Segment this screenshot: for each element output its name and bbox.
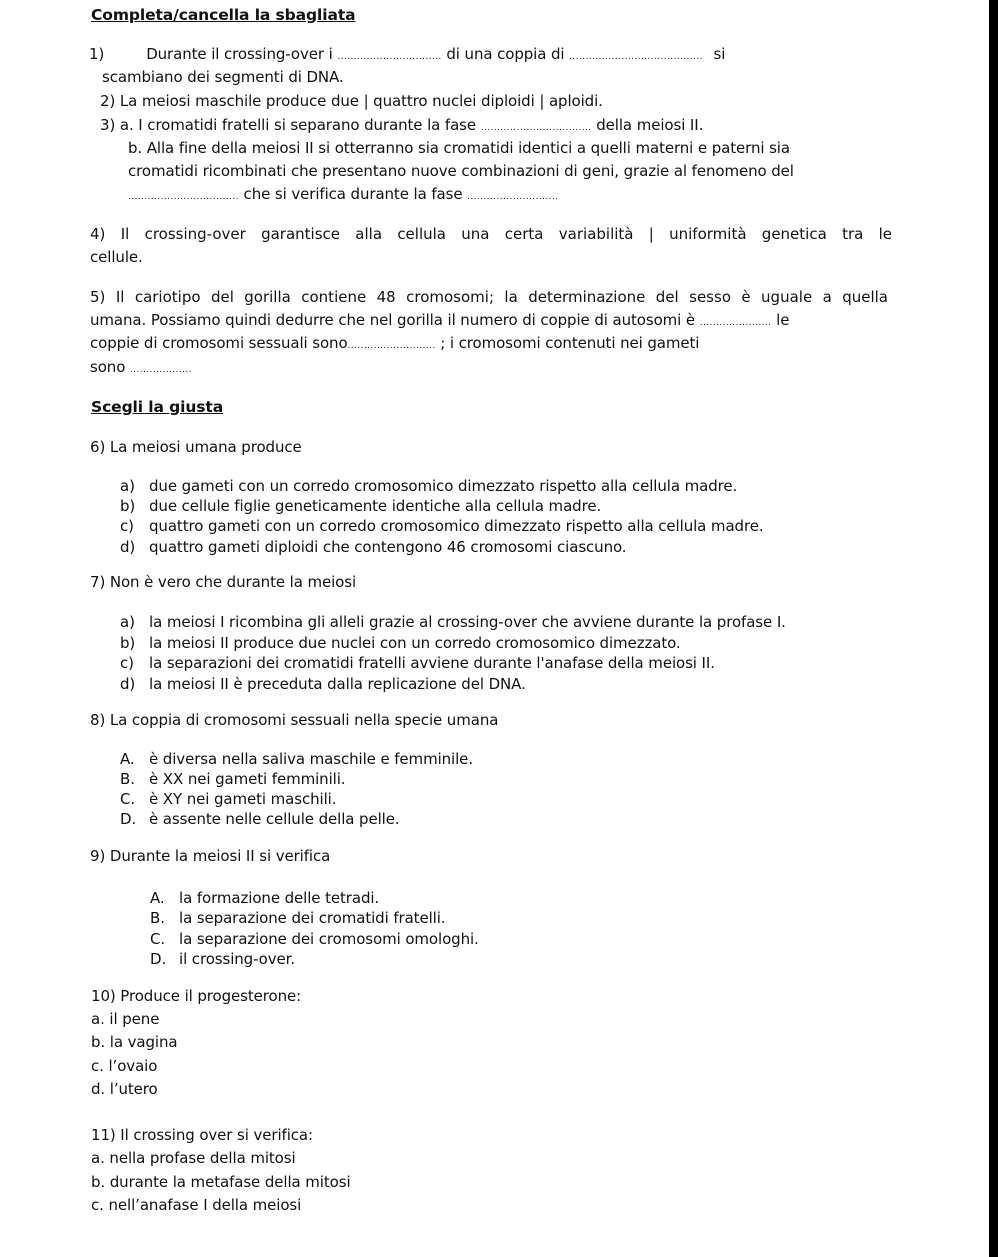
question-5-line-2-end: le (776, 311, 790, 329)
question-5-line-4-text: sono (90, 358, 126, 376)
question-6-option-b[interactable] (120, 496, 601, 516)
question-3b-line-3 (128, 184, 558, 207)
option-text: quattro gameti diploidi che contengono 46 cromosomi ciascuno. (149, 538, 627, 556)
option-label: C. (150, 930, 166, 948)
question-3b-line-2: cromatidi ricombinati che presentano nuove combinazioni di geni, grazie al fenomeno del (128, 162, 794, 180)
question-3a (100, 115, 703, 138)
option-label: B. (120, 770, 135, 788)
question-5-line-3-text: coppie di cromosomi sessuali sono (90, 334, 348, 352)
question-1-blank-2[interactable]: ......................................... (569, 52, 703, 62)
option-text: è diversa nella saliva maschile e femminile. (149, 750, 473, 768)
question-7-option-d[interactable] (120, 674, 526, 694)
question-1-line-1 (89, 44, 725, 67)
option-text: la meiosi I ricombina gli alleli grazie al crossing-over che avviene durante la profase I. (149, 613, 786, 631)
question-6-option-d[interactable] (120, 537, 626, 557)
option-label: A. (120, 750, 135, 768)
option-text: la separazioni dei cromatidi fratelli avviene durante l'anafase della meiosi II. (149, 654, 715, 672)
question-9-option-c[interactable] (150, 929, 479, 949)
option-text: la separazione dei cromosomi omologhi. (179, 930, 479, 948)
question-8-option-c[interactable] (120, 789, 336, 809)
question-10-option-c[interactable]: c. l’ovaio (91, 1057, 158, 1075)
question-9-option-d[interactable] (150, 949, 295, 969)
option-text: è XX nei gameti femminili. (149, 770, 346, 788)
question-5-line-4 (90, 357, 192, 380)
option-text: la formazione delle tetradi. (179, 889, 380, 907)
question-10-option-d[interactable]: d. l’utero (91, 1080, 158, 1098)
option-text: è XY nei gameti maschili. (149, 790, 337, 808)
question-5-line-2 (90, 310, 789, 333)
option-label: c) (120, 654, 134, 672)
option-label: D. (120, 810, 137, 828)
option-text: è assente nelle cellule della pelle. (149, 810, 400, 828)
question-8-option-b[interactable] (120, 769, 345, 789)
question-11-stem: 11) Il crossing over si verifica: (91, 1126, 313, 1144)
question-5-line-3 (90, 333, 699, 356)
section-heading-scegli: Scegli la giusta (91, 398, 224, 416)
question-10-option-a[interactable]: a. il pene (91, 1010, 160, 1028)
option-label: b) (120, 634, 136, 652)
question-9-stem: 9) Durante la meiosi II si verifica (90, 847, 331, 865)
question-3a-text-1: a. I cromatidi fratelli si separano durante la fase (119, 116, 477, 134)
question-1-number: 1) (89, 45, 105, 63)
question-3b-text-3: che si verifica durante la fase (243, 185, 463, 203)
question-2-number: 2) (100, 92, 116, 110)
question-5-blank-sessuali[interactable]: ........................... (347, 341, 436, 351)
question-2 (100, 91, 603, 111)
option-label: d) (120, 538, 136, 556)
question-7-option-c[interactable] (120, 653, 715, 673)
option-label: D. (150, 950, 167, 968)
option-text: la meiosi II produce due nuclei con un corredo cromosomico dimezzato. (149, 634, 681, 652)
question-11-option-b[interactable]: b. durante la metafase della mitosi (91, 1173, 351, 1191)
option-text: quattro gameti con un corredo cromosomico dimezzato rispetto alla cellula madre. (149, 517, 764, 535)
question-4-line-1[interactable]: 4) Il crossing-over garantisce alla cellula una certa variabilità | uniformità genetica tra le (90, 225, 892, 243)
question-10-stem: 10) Produce il progesterone: (91, 987, 302, 1005)
question-4-line-2: cellule. (90, 248, 143, 266)
section-heading-completa: Completa/cancella la sbagliata (91, 6, 356, 24)
question-1-text-b: di una coppia di (446, 45, 565, 63)
question-3b-line-1: b. Alla fine della meiosi II si otterranno sia cromatidi identici a quelli materni e paterni sia (128, 139, 790, 157)
question-2-text[interactable]: La meiosi maschile produce due | quattro nuclei diploidi | aploidi. (119, 92, 603, 110)
question-5-blank-gameti[interactable]: ................... (129, 365, 192, 375)
question-1-line-2: scambiano dei segmenti di DNA. (102, 68, 344, 86)
option-text: la meiosi II è preceduta dalla replicazione del DNA. (149, 675, 526, 693)
question-9-option-b[interactable] (150, 908, 445, 928)
question-1-text-a: Durante il crossing-over i (146, 45, 333, 63)
question-8-option-a[interactable] (120, 749, 473, 769)
option-label: d) (120, 675, 136, 693)
question-6-option-c[interactable] (120, 516, 764, 536)
question-1-blank-1[interactable]: ................................ (337, 52, 442, 62)
question-7-stem: 7) Non è vero che durante la meiosi (90, 573, 357, 591)
question-1-text-c: si (713, 45, 726, 63)
option-label: C. (120, 790, 136, 808)
option-text: due cellule figlie geneticamente identiche alla cellula madre. (149, 497, 602, 515)
question-5-line-3-end: ; i cromosomi contenuti nei gameti (440, 334, 700, 352)
question-8-option-d[interactable] (120, 809, 400, 829)
option-label: a) (120, 613, 135, 631)
right-edge-strip (989, 0, 998, 1257)
question-9-option-a[interactable] (150, 888, 379, 908)
option-label: B. (150, 909, 165, 927)
option-text: il crossing-over. (179, 950, 296, 968)
question-3b-blank-1[interactable]: .................................. (128, 192, 239, 202)
question-3a-blank[interactable]: .................................. (480, 123, 592, 133)
option-label: c) (120, 517, 134, 535)
question-3-number: 3) (100, 116, 116, 134)
question-3a-text-2: della meiosi II. (596, 116, 704, 134)
question-11-option-a[interactable]: a. nella profase della mitosi (91, 1149, 296, 1167)
question-5-line-1: 5) Il cariotipo del gorilla contiene 48 cromosomi; la determinazione del sesso è uguale a quella (90, 288, 888, 306)
question-8-stem: 8) La coppia di cromosomi sessuali nella specie umana (90, 711, 499, 729)
option-label: a) (120, 477, 135, 495)
option-label: A. (150, 889, 165, 907)
question-6-option-a[interactable] (120, 476, 737, 496)
question-10-option-b[interactable]: b. la vagina (91, 1033, 178, 1051)
question-7-option-b[interactable] (120, 633, 681, 653)
question-3b-blank-2[interactable]: ............................ (467, 192, 559, 202)
option-text: due gameti con un corredo cromosomico dimezzato rispetto alla cellula madre. (149, 477, 738, 495)
option-label: b) (120, 497, 136, 515)
option-text: la separazione dei cromatidi fratelli. (179, 909, 446, 927)
question-11-option-c[interactable]: c. nell’anafase I della meiosi (91, 1196, 302, 1214)
question-7-option-a[interactable] (120, 612, 786, 632)
question-5-line-2-text: umana. Possiamo quindi dedurre che nel gorilla il numero di coppie di autosomi è (90, 311, 696, 329)
question-6-stem: 6) La meiosi umana produce (90, 438, 302, 456)
question-5-blank-autosomi[interactable]: ...................... (699, 318, 772, 328)
